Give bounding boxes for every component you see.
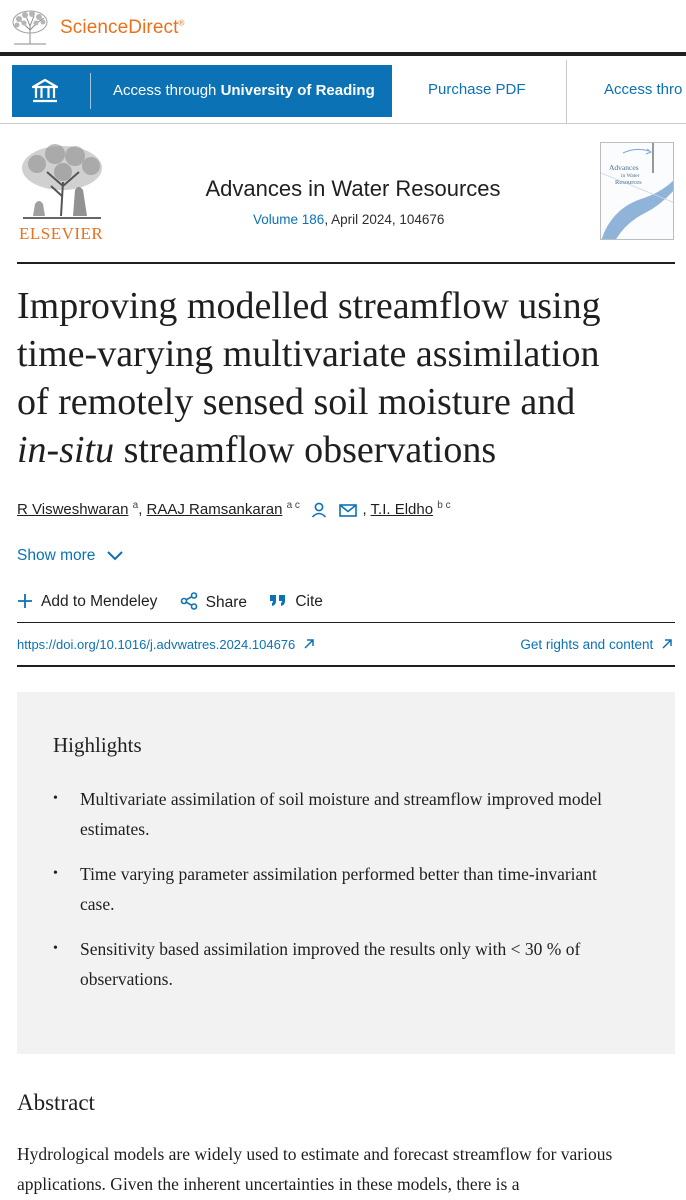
institution-icon — [30, 77, 60, 105]
journal-cover-art-icon — [601, 143, 674, 240]
cover-title-1: Advances — [609, 163, 639, 172]
add-to-mendeley-button[interactable]: Add to Mendeley — [17, 593, 157, 611]
abstract-heading: Abstract — [17, 1090, 95, 1115]
doi-link[interactable]: https://doi.org/10.1016/j.advwatres.2024.104676 — [17, 637, 315, 652]
purchase-pdf-link[interactable]: Purchase PDF — [428, 81, 526, 98]
highlight-item: • Time varying parameter assimilation performed better than time-invariant case. — [53, 859, 633, 919]
quote-icon — [269, 593, 287, 609]
external-link-icon — [661, 638, 673, 650]
article-title: Improving modelled streamflow using time-varying multivariate assimilation of remotely sensed soil moisture and in-situ streamflow observations — [17, 285, 601, 471]
highlights-list — [53, 784, 633, 1009]
cite-button[interactable]: Cite — [269, 593, 323, 611]
author-affiliation: a c — [286, 500, 300, 511]
author-list: R Visweshwaran $^a$, RAAJ Ramsankaran $^{a c}$ , T.I. Eldho $^{b c}$ — [17, 500, 451, 518]
volume-link[interactable]: Volume 186 — [253, 212, 325, 227]
plus-icon — [17, 593, 33, 609]
author-affiliation: b c — [437, 500, 451, 511]
author-link[interactable]: T.I. Eldho — [370, 501, 434, 518]
sciencedirect-brand[interactable]: ScienceDirect® — [60, 17, 185, 38]
highlight-item: • Sensitivity based assimilation improved the results only with < 30 % of observations. — [53, 934, 633, 994]
meta-divider — [17, 665, 675, 667]
header-divider — [17, 262, 675, 264]
email-icon[interactable] — [338, 502, 358, 518]
person-icon[interactable] — [310, 501, 328, 519]
top-bar — [0, 0, 686, 56]
author-affiliation: a — [132, 500, 139, 511]
share-button[interactable]: Share — [180, 592, 247, 612]
access-bar — [0, 60, 686, 124]
journal-issue-info: Volume 186, April 2024, 104676 — [253, 212, 445, 227]
access-bar-separator — [566, 60, 567, 124]
highlight-item: • Multivariate assimilation of soil moisture and streamflow improved model estimates. — [53, 784, 633, 844]
rights-link[interactable]: Get rights and content — [520, 637, 673, 652]
access-other-link[interactable]: Access thro — [604, 81, 683, 98]
highlights-heading: Highlights — [53, 733, 142, 757]
button-divider — [90, 73, 91, 109]
show-more-button[interactable]: Show more — [17, 547, 124, 565]
institution-access-label: Access through University of Reading — [113, 82, 375, 99]
author-link[interactable]: RAAJ Ramsankaran — [146, 501, 283, 518]
highlights-panel — [17, 692, 675, 1054]
author-link[interactable]: R Visweshwaran — [17, 501, 129, 518]
journal-cover-thumbnail[interactable] — [600, 142, 674, 240]
journal-name[interactable]: Advances in Water Resources — [205, 176, 501, 201]
cover-title-2: in Water — [621, 173, 640, 179]
chevron-down-icon — [106, 549, 124, 561]
abstract-text: Hydrological models are widely used to estimate and forecast streamflow for various applications. Given the inherent uncertainties in these models, there is a — [17, 1144, 613, 1194]
sciencedirect-tree-logo-icon[interactable] — [10, 8, 50, 46]
elsevier-wordmark: ELSEVIER — [19, 224, 104, 243]
actions-divider — [17, 622, 675, 623]
share-icon — [180, 592, 198, 610]
journal-header — [0, 124, 686, 264]
cover-title-3: Resources — [615, 179, 642, 186]
article-actions — [17, 592, 341, 612]
external-link-icon — [303, 638, 315, 650]
institution-access-button[interactable] — [12, 65, 392, 117]
